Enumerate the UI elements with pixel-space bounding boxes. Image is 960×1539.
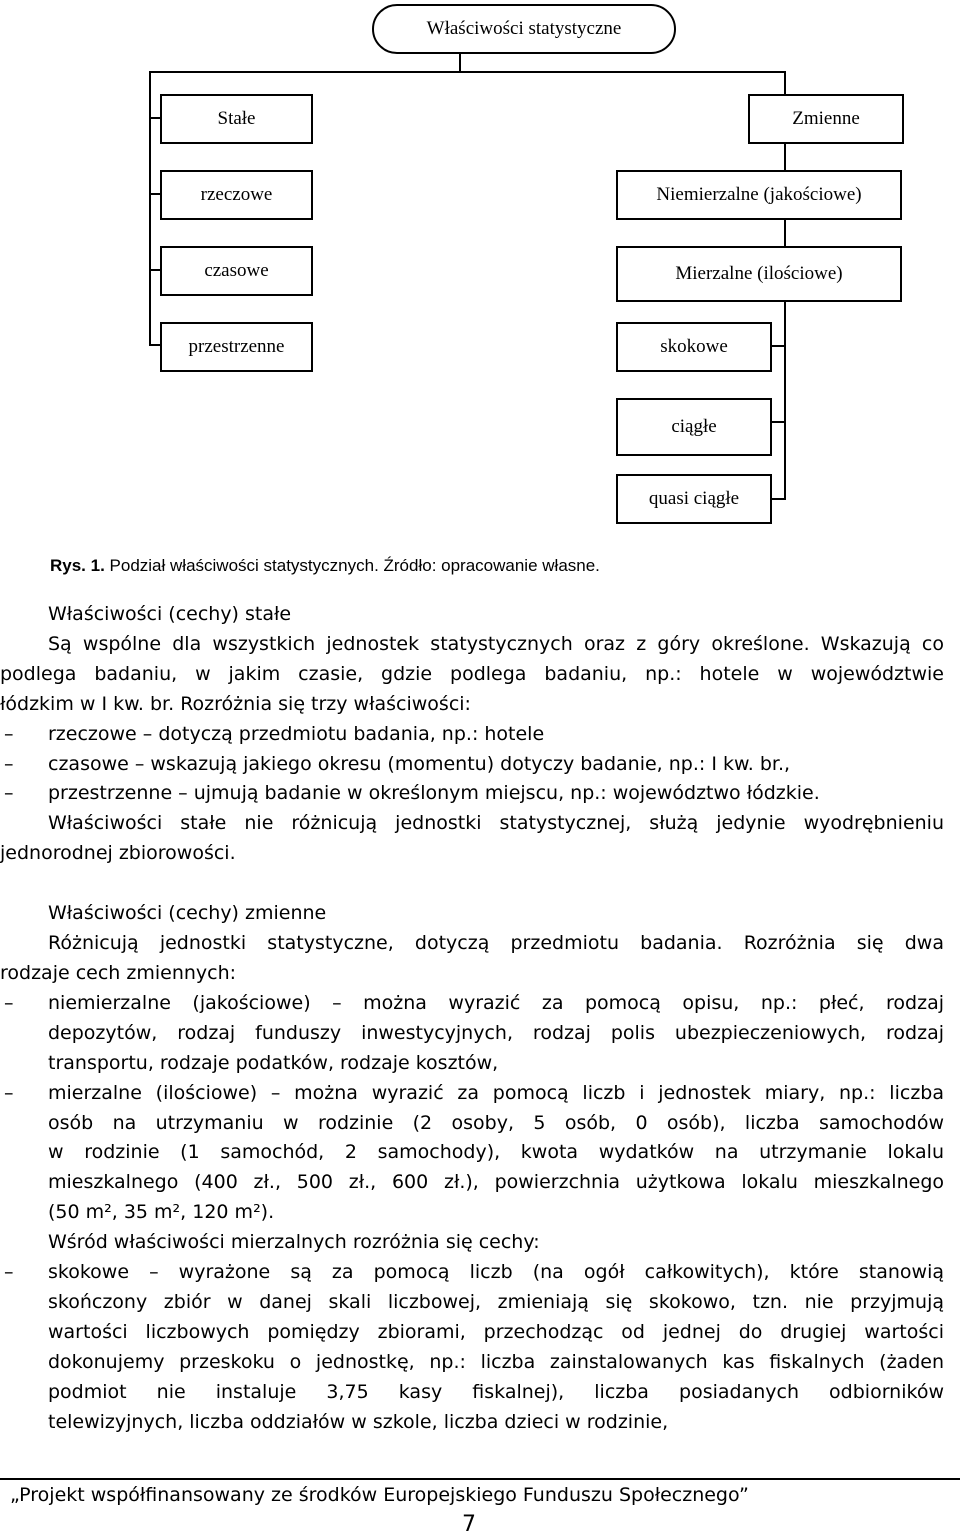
- list-item: [0, 779, 944, 809]
- text-line: rodzaje cech zmiennych:: [0, 961, 237, 984]
- text-line: osób na utrzymaniu w rodzinie (2 osoby, 5 osób, 0 osób), liczba samochodów: [48, 1111, 944, 1134]
- text-line: Właściwości stałe nie różnicują jednostki statystycznej, służą jedynie wyodrębnieniu: [48, 812, 944, 835]
- text-line: telewizyjnych, liczba oddziałów w szkole, liczba dzieci w rodzinie,: [48, 1410, 669, 1433]
- text-line: transportu, rodzaje podatków, rodzaje kosztów,: [48, 1051, 499, 1074]
- text-line: w rodzinie (1 samochód, 2 samochody), kwota wydatków na utrzymanie lokalu: [48, 1141, 944, 1164]
- dash-bullet: –: [4, 752, 14, 775]
- footer-text: „Projekt współfinansowany ze środków Europejskiego Funduszu Społecznego”: [10, 1484, 749, 1506]
- node-mierzalne: Mierzalne (ilościowe): [616, 246, 902, 302]
- text-line: łódzkim w I kw. br. Rozróżnia się trzy właściwości:: [0, 692, 471, 715]
- text-line: skończony zbiór w danej skali liczbowej, zmieniają się skokowo, tzn. nie przyjmują: [48, 1290, 944, 1313]
- text-line: Są wspólne dla wszystkich jednostek statystycznych oraz z góry określone. Wskazują co: [48, 632, 944, 655]
- text-line: (50 m², 35 m², 120 m²).: [48, 1201, 275, 1224]
- node-stale: Stałe: [160, 94, 313, 144]
- text-line: depozytów, rodzaj funduszy inwestycyjnych, rodzaj polis ubezpieczeniowych, rodzaj: [48, 1021, 944, 1044]
- text-line: mieszkalnego (400 zł., 500 zł., 600 zł.), powierzchnia użytkowa lokalu mieszkalnego: [48, 1171, 944, 1194]
- footer-divider: [0, 1478, 960, 1480]
- text-line: podmiot nie instaluje 3,75 kasy fiskalnej), liczba posiadanych odbiorników: [48, 1380, 944, 1403]
- list-item: [0, 750, 944, 780]
- node-quasi-ciagle: quasi ciągłe: [616, 474, 772, 524]
- document-body: [0, 600, 944, 1437]
- section-heading-stale: Właściwości (cechy) stałe: [48, 603, 292, 625]
- list-item-text: niemierzalne (jakościowe) – można wyrazić za pomocą opisu, np.: płeć, rodzaj: [48, 991, 944, 1014]
- dash-bullet: –: [4, 722, 14, 745]
- text-line: dokonujemy przeskoku o jednostkę, np.: liczba zainstalowanych kas fiskalnych (żaden: [48, 1350, 944, 1373]
- text-line: Wśród właściwości mierzalnych rozróżnia się cechy:: [48, 1231, 540, 1254]
- list-item-text: przestrzenne – ujmują badanie w określonym miejscu, np.: województwo łódzkie.: [48, 782, 820, 805]
- section-heading-zmienne: Właściwości (cechy) zmienne: [48, 902, 327, 925]
- dash-bullet: –: [4, 1261, 14, 1284]
- list-item: [0, 1079, 944, 1109]
- node-czasowe: czasowe: [160, 246, 313, 296]
- node-zmienne: Zmienne: [748, 94, 904, 144]
- text-line: Różnicują jednostki statystyczne, dotyczą przedmiotu badania. Rozróżnia się dwa: [48, 932, 944, 955]
- diagram-root-node: Właściwości statystyczne: [372, 4, 676, 54]
- list-item: [0, 1258, 944, 1288]
- node-niemierzalne: Niemierzalne (jakościowe): [616, 170, 902, 220]
- list-item-text: czasowe – wskazują jakiego okresu (momentu) dotyczy badanie, np.: I kw. br.,: [48, 752, 791, 775]
- text-line: podlega badaniu, w jakim czasie, gdzie podlega badaniu, np.: hotele w województwie: [0, 662, 944, 685]
- list-item: [0, 720, 944, 750]
- page-number: 7: [462, 1512, 476, 1537]
- caption-label: Rys. 1.: [50, 556, 105, 575]
- list-item-text: mierzalne (ilościowe) – można wyrazić za pomocą liczb i jednostek miary, np.: liczba: [48, 1081, 944, 1104]
- connector-root-zmienne: [460, 72, 785, 118]
- caption-text: Podział właściwości statystycznych. Źródło: opracowanie własne.: [104, 556, 600, 575]
- list-item: [0, 989, 944, 1019]
- node-rzeczowe: rzeczowe: [160, 170, 313, 220]
- list-item-text: rzeczowe – dotyczą przedmiotu badania, np.: hotele: [48, 722, 545, 745]
- figure-caption: [50, 556, 600, 576]
- node-przestrzenne: przestrzenne: [160, 322, 313, 372]
- dash-bullet: –: [4, 1081, 14, 1104]
- dash-bullet: –: [4, 991, 14, 1014]
- node-ciagle: ciągłe: [616, 398, 772, 456]
- dash-bullet: –: [4, 782, 14, 805]
- list-item-text: skokowe – wyrażone są za pomocą liczb (na ogół całkowitych), które stanowią: [48, 1261, 944, 1284]
- text-line: jednorodnej zbiorowości.: [0, 842, 236, 865]
- node-skokowe: skokowe: [616, 322, 772, 372]
- text-line: wartości liczbowych pomiędzy zbiorami, przechodząc od jednej do drugiej wartości: [48, 1320, 944, 1343]
